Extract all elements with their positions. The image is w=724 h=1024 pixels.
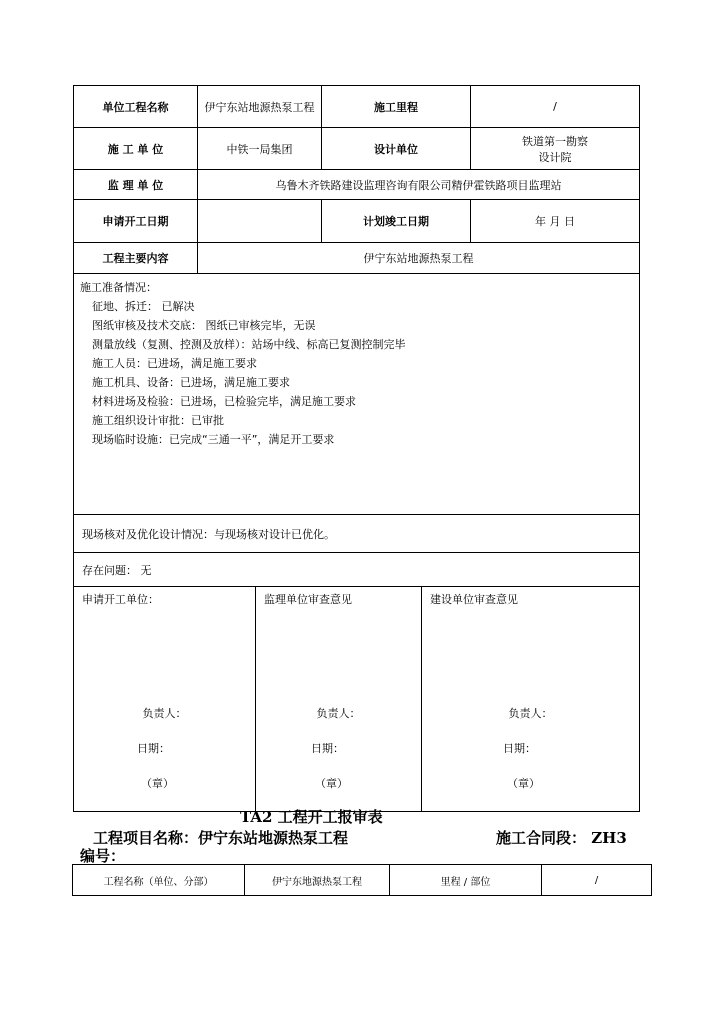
prep-item: 图纸审核及技术交底： 图纸已审核完毕，无误 bbox=[92, 319, 316, 332]
construction-unit-label: 施 工 单 位 bbox=[74, 128, 198, 170]
work-name-label: 工程名称（单位、分部） bbox=[73, 865, 245, 896]
supervision-unit: 乌鲁木齐铁路建设监理咨询有限公司精伊霍铁路项目监理站 bbox=[198, 170, 640, 200]
signature-person: 负责人： bbox=[142, 707, 187, 720]
prep-item: 施工人员：已进场，满足施工要求 bbox=[92, 357, 257, 370]
next-form-title: TA2 工程开工报审表 bbox=[240, 808, 383, 826]
work-name: 伊宁东地源热泵工程 bbox=[245, 865, 390, 896]
verification-text: 现场核对及优化设计情况：与现场核对设计已优化。 bbox=[74, 515, 640, 553]
mileage-part-label: 里程 / 部位 bbox=[390, 865, 542, 896]
application-form-table bbox=[73, 85, 640, 812]
signature-date: 日期： bbox=[503, 742, 536, 755]
design-unit bbox=[471, 128, 640, 170]
signature-date: 日期： bbox=[137, 742, 170, 755]
signature-seal: （章） bbox=[141, 777, 174, 790]
supervision-unit-label: 监 理 单 位 bbox=[74, 170, 198, 200]
unit-project-name: 伊宁东站地源热泵工程 bbox=[198, 86, 322, 128]
signature-title: 监理单位审查意见 bbox=[264, 593, 352, 606]
project-name: 工程项目名称：伊宁东站地源热泵工程 bbox=[93, 829, 349, 847]
number-label: 编号： bbox=[80, 847, 126, 865]
end-date: 年 月 日 bbox=[471, 200, 640, 243]
prep-item: 施工组织设计审批：已审批 bbox=[92, 414, 224, 427]
signature-person: 负责人： bbox=[508, 707, 553, 720]
next-form-table bbox=[72, 864, 652, 896]
owner-signature-cell bbox=[422, 587, 640, 812]
mileage-value: / bbox=[471, 86, 640, 128]
signature-seal: （章） bbox=[315, 777, 348, 790]
mileage-label: 施工里程 bbox=[322, 86, 471, 128]
issues-text: 存在问题： 无 bbox=[74, 553, 640, 587]
design-unit-label: 设计单位 bbox=[322, 128, 471, 170]
main-content: 伊宁东站地源热泵工程 bbox=[198, 243, 640, 274]
start-date-label: 申请开工日期 bbox=[74, 200, 198, 243]
applicant-signature-cell bbox=[74, 587, 256, 812]
prep-item: 征地、拆迁： 已解决 bbox=[92, 300, 195, 313]
end-date-label: 计划竣工日期 bbox=[322, 200, 471, 243]
mileage-part: / bbox=[542, 865, 652, 896]
supervision-signature-cell bbox=[256, 587, 422, 812]
design-unit-line2: 设计院 bbox=[538, 150, 572, 164]
prep-item: 材料进场及检验：已进场，已检验完毕，满足施工要求 bbox=[92, 395, 356, 408]
prep-item: 测量放线（复测、控测及放样）：站场中线、标高已复测控制完毕 bbox=[92, 338, 406, 351]
construction-unit: 中铁一局集团 bbox=[198, 128, 322, 170]
design-unit-line1: 铁道第一勘察 bbox=[522, 134, 588, 148]
main-content-label: 工程主要内容 bbox=[74, 243, 198, 274]
signature-title: 建设单位审查意见 bbox=[430, 593, 518, 606]
signature-date: 日期： bbox=[311, 742, 344, 755]
signature-person: 负责人： bbox=[316, 707, 361, 720]
prep-item: 现场临时设施：已完成“三通一平”，满足开工要求 bbox=[92, 433, 335, 446]
prep-item: 施工机具、设备：已进场，满足施工要求 bbox=[92, 376, 290, 389]
start-date bbox=[198, 200, 322, 243]
preparation-heading: 施工准备情况： bbox=[80, 281, 157, 294]
signature-title: 申请开工单位： bbox=[82, 593, 159, 606]
contract-section: 施工合同段： ZH3 bbox=[496, 829, 627, 847]
unit-project-name-label: 单位工程名称 bbox=[74, 86, 198, 128]
preparation-block bbox=[74, 274, 640, 515]
signature-seal: （章） bbox=[507, 777, 540, 790]
